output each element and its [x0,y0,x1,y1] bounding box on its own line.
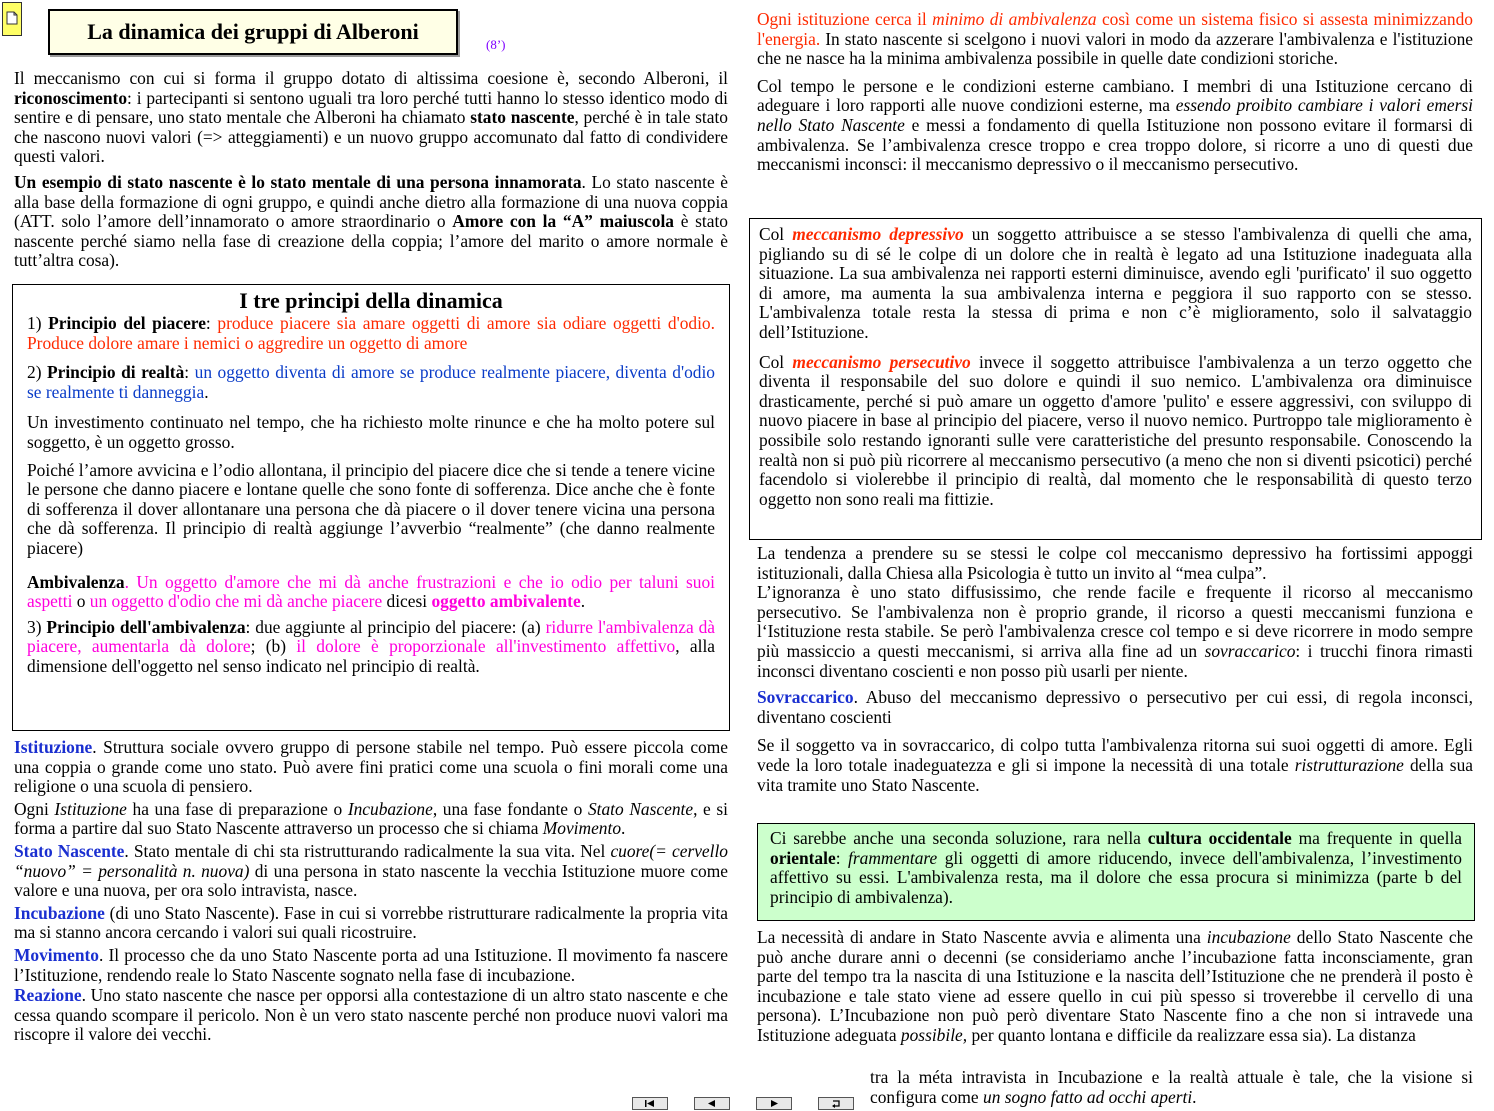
second-solution-text: Ci sarebbe anche una seconda soluzione, rara nella cultura occidentale ma frequente in quella orientale: frammentare gli oggetti di amore riducendo, invece dell'ambivalenza, l’investimento affettivo su essi. L'ambivalenza resta, ma il dolore che essa procura si minimizza (parte b del principio di ambivalenza). [770,828,1463,907]
mechanisms-box [749,218,1482,540]
ignorance-paragraph: L’ignoranza è uno stato diffusissimo, che rende facile e frequente il ricorso al meccanismo persecutivo. Se l'ambivalenza non è proprio grande, il ricorso a questi meccanismi funziona e l‘Istituzione resta stabile. Se però l'ambivalenza cresce col tempo e si deve ricorrere in modo sempre più massiccio a questi meccanismi, si arriva alla fine ad un sovraccarico: i trucchi finora rimasti inconsci diventano coscienti e non posso più usarli per niente. [757,582,1473,681]
definition-phases: Ogni Istituzione ha una fase di preparazione o Incubazione, una fase fondante o Stato Nascente, e si forma a partire dal suo Stato Nascente attraverso un processo che si chiama Movimento. [14,798,728,839]
definition-stato-nascente: Stato Nascente. Stato mentale di chi sta ristrutturando radicalmente la sua vita. Nel cuore(= cervello “nuovo” = personalità n. nuova) di una persona in stato nascente la vecchia Istituzione muore come valore e una nuova, per ora solo intravista, nasce. [14,840,729,901]
intro-section [14,69,728,271]
next-page-icon [767,1099,781,1108]
change-paragraph: Col tempo le persone e le condizioni esterne cambiano. I membri di una Istituzione cercano di adeguare i loro rapporti alle nuove condizioni esterne, ma essendo proibito cambiare i valori emersi nello Stato Nascente e messi a fondamento di quella Istituzione non possono evitare il formarsi di ambivalenza. Se l’ambivalenza cresce troppo e crea troppo dolore, si ricorre a uno di questi due meccanismi inconsci: il meccanismo depressivo o il meccanismo persecutivo. [757,75,1474,175]
page-icon[interactable] [2,2,22,36]
ambivalence-definition: Ambivalenza. Un oggetto d'amore che mi dà anche frustrazioni e che io odio per taluni suoi aspetti o un oggetto d'odio che mi dà anche piacere dicesi oggetto ambivalente. [27,571,715,612]
definition-movimento: Movimento. Il processo che da uno Stato Nascente porta ad una Istituzione. Il movimento fa nascere l’Istituzione, rendendo reale lo Stato Nascente sognato nella fase di incubazione. [14,944,728,985]
next-page-button[interactable] [756,1097,792,1110]
principle-ambivalence: 3) Principio dell'ambivalenza: due aggiunte al principio del piacere: (a) ridurre l'ambivalenza dà piacere, aumentarla dà dolore; (b) il dolore è proporzionale all'investimento affettivo, alla dimensione dell'oggetto nel senso indicato nel principio di realtà. [27,616,715,676]
principles-heading: I tre principi della dinamica [239,288,503,313]
prev-page-button[interactable] [694,1097,730,1110]
definition-reazione: Reazione. Uno stato nascente che nasce per opporsi alla contestazione di un altro stato nascente e che cessa quando scompare il pericolo. Non è un vero stato nascente perché non produce nuovi valori ma riscopre il valore dei vecchi. [14,985,728,1045]
second-solution-box [757,823,1475,921]
definition-incubazione: Incubazione (di uno Stato Nascente). Fase in cui si vorrebbe ristrutturare radicalmente la propria vita ma si stanno ancora cercando i valori sui quali ricostruire. [14,902,728,943]
pleasure-explanation: Poiché l’amore avvicina e l’odio allontana, il principio del piacere dice che si tende a tenere vicine le persone che danno piacere e lontane quelle che sono fonte di sofferenza. Dice anche che è fonte di sofferenza il dover allontanare una persona che dà piacere o il dover tenere vicina una persona che dà sofferenza. Il principio di realtà aggiunge l’avverbio “realmente” (che danno realmente piacere) [27,459,715,558]
principles-box [12,284,730,731]
return-button[interactable] [818,1097,854,1110]
duration-label: (8’) [486,37,506,52]
return-icon [829,1099,843,1108]
right-middle-section [757,544,1473,795]
definition-istituzione: Istituzione. Struttura sociale ovvero gruppo di persone stabile nel tempo. Può essere piccola come una coppia o grande come uno stato. Può avere fini pratici come una scuola o fini morali come una religione o una scuola di pensiero. [14,737,728,797]
definitions-section [14,738,728,1045]
incubation-paragraph: La necessità di andare in Stato Nascente avvia e alimenta una incubazione dello Stato Nascente che può anche durare anni o decenni (se consideriamo anche l’incubazione fatta inconsciamente, gran parte del tempo tra la nascita di una Istituzione e la nascita dell’Istituzione che ne prenderà il posto è incubazione e tale stato viene ad essere quello in cui più spesso si troverebbe il cervello di una persona). L’Incubazione non può però diventare Stato Nascente fino a che non si intravede una Istituzione adeguata possibile, per quanto lontana e difficile da realizzare essa sia). La distanza [757,927,1474,1045]
depressive-mechanism: Col meccanismo depressivo un soggetto attribuisce a se stesso l'ambivalenza di quelli che ama, pigliando su di sé le colpe di un dolore che in realtà è legato ad una Istituzione inadeguata alla situazione. La sua ambivalenza nei rapporti esterni diminuisce, avendo egli 'purificato' il suo oggetto di amore, ma aumenta la sua ambivalenza interna e peggiora il suo rapporto con se stesso. L'ambivalenza totale resta la stessa di prima e non c’è miglioramento, solo il salvataggio dell’Istituzione. [759,224,1472,342]
overload-paragraph: Se il soggetto va in sovraccarico, di colpo tutta l'ambivalenza ritorna sui suoi oggetti di amore. Egli vede la loro totale inadeguatezza e gli si impone la necessità di una totale ristrutturazione della sua vita tramite uno Stato Nascente. [757,735,1473,795]
first-page-icon [643,1099,657,1108]
prev-page-icon [705,1099,719,1108]
intro-paragraph: Un esempio di stato nascente è lo stato mentale di una persona innamorata. Lo stato nascente è alla base della formazione di ogni gruppo, e quindi anche dietro alla formazione di una nuova coppia (ATT. solo l’amore dell’innamorato o amore straordinario o Amore con la “A” maiuscola è stato nascente perché siamo nella fase di creazione della coppia; l’amore del marito o amore normale è tutt’altra cosa). [14,171,728,271]
incubation-paragraph-end [870,1068,1473,1107]
dream-paragraph: tra la méta intravista in Incubazione e la realtà attuale è tale, che la visione si configura come un sogno fatto ad occhi aperti. [870,1067,1473,1107]
ambivalence-minimum-paragraph: Ogni istituzione cerca il minimo di ambivalenza così come un sistema fisico si assesta minimizzando l'energia. In stato nascente si scelgono i nuovi valori in modo da azzerare l'ambivalenza e l'istituzione che ne nasce ha la minima ambivalenza possibile in quelle date condizioni storiche. [757,9,1473,69]
definition-sovraccarico: Sovraccarico. Abuso del meccanismo depressivo o persecutivo per cui essi, di regola inconsci, diventano coscienti [757,687,1473,727]
principle-pleasure: 1) Principio del piacere: produce piacere sia amare oggetti di amore sia odiare oggetti d'odio. Produce dolore amare i nemici o aggredire un oggetto di amore [27,313,715,353]
tendency-paragraph: La tendenza a prendere su se stessi le colpe col meccanismo depressivo ha fortissimi appoggi istituzionali, dalla Chiesa alla Psicologia è tutto un invito al “mea culpa”. [757,543,1473,583]
incubation-section [757,928,1473,1046]
principle-reality: 2) Principio di realtà: un oggetto diventa di amore se produce realmente piacere, diventa d'odio se realmente ti danneggia. [27,362,715,402]
intro-paragraph: Il meccanismo con cui si forma il gruppo dotato di altissima coesione è, secondo Alberoni, il riconoscimento: i partecipanti si sentono uguali tra loro perché tutti hanno lo stesso identico modo di sentire e di pensare, uno stato mentale che Alberoni ha chiamato stato nascente, perché è in tale stato che nascono nuovi valori (=> atteggiamenti) e un nuovo gruppo accomunato dal fatto di condividere questi valori. [14,68,729,167]
first-page-button[interactable] [632,1097,668,1110]
persecutive-mechanism: Col meccanismo persecutivo invece il soggetto attribuisce l'ambivalenza a un terzo oggetto che diventa il responsabile del suo dolore e quindi il suo nemico. L'ambivalenza ora diminuisce drasticamente, perché si può amare un oggetto d'amore 'pulito' e essere aggressivi, con sviluppo di nuovo piacere in base al principio del piacere, verso il nuovo nemico. Purtroppo tale miglioramento è possibile solo restando ignoranti sulle vere caratteristiche del presunto responsabile. Conoscendo la realtà non si può più ricorrere al meccanismo persecutivo (a meno che non si diventi psicotici) perché facendolo si violerebbe il principio di realtà, dal momento che le responsabilità di questo terzo oggetto non sono reali ma fittizie. [759,351,1472,509]
page-title: La dinamica dei gruppi di Alberoni [48,9,458,55]
investment-paragraph: Un investimento continuato nel tempo, che ha richiesto molte rinunce e che ha molto potere sul soggetto, è un oggetto grosso. [27,412,715,452]
right-top-section [757,10,1473,175]
